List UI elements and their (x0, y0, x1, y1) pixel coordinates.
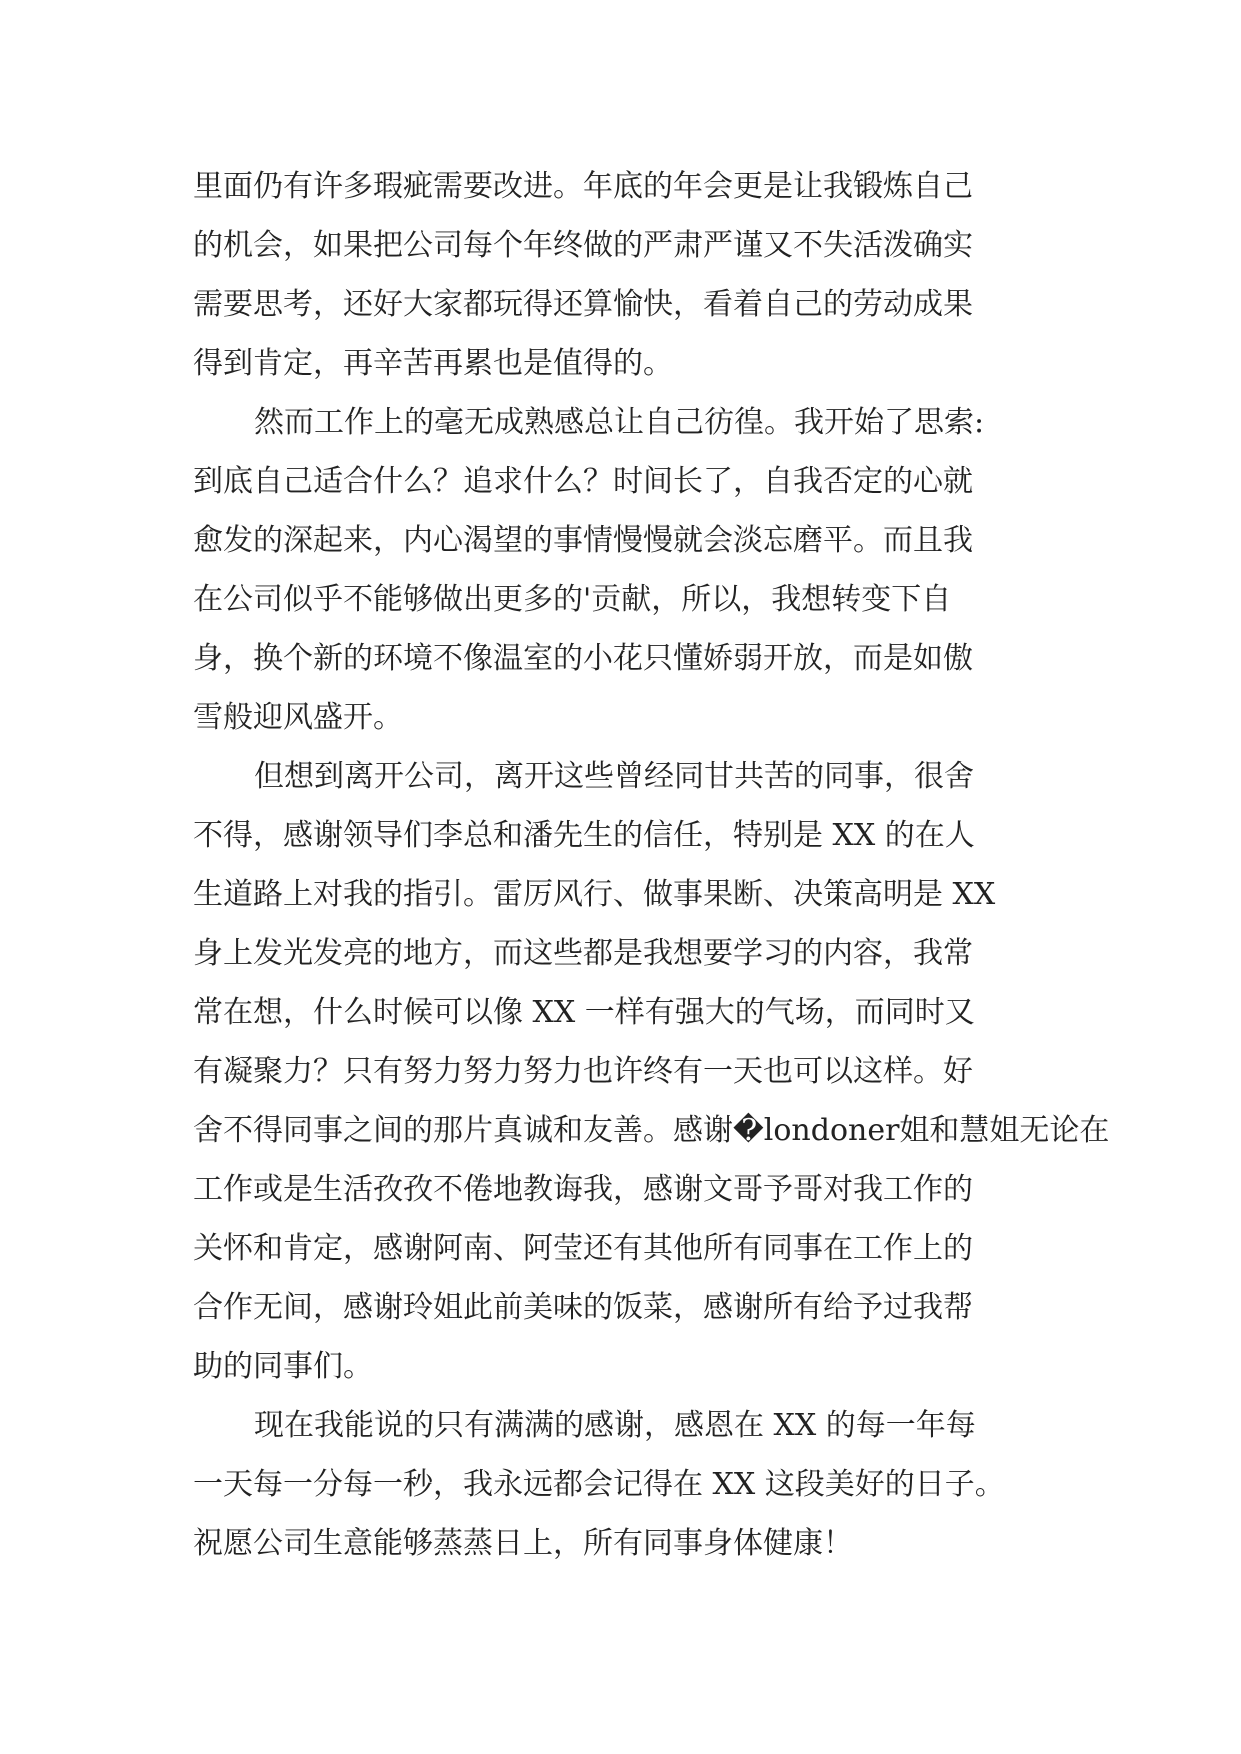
text-line: 工作或是生活孜孜不倦地教诲我，感谢文哥予哥对我工作的 (193, 1172, 973, 1207)
text-line: 的机会，如果把公司每个年终做的严肃严谨又不失活泼确实 (193, 228, 973, 263)
text-line: 在公司似乎不能够做出更多的'贡献，所以，我想转变下自 (193, 582, 952, 617)
text-line: 助的同事们。 (193, 1349, 373, 1384)
text-line: 然而工作上的毫无成熟感总让自己彷徨。我开始了思索: (254, 405, 985, 440)
text-line: 祝愿公司生意能够蒸蒸日上，所有同事身体健康！ (193, 1526, 853, 1561)
text-line: 关怀和肯定，感谢阿南、阿莹还有其他所有同事在工作上的 (193, 1231, 973, 1266)
text-line: 生道路上对我的指引。雷厉风行、做事果断、决策高明是 XX (193, 877, 996, 912)
text-line: 舍不得同事之间的那片真诚和友善。感谢�londoner姐和慧姐无论在 (193, 1113, 1110, 1148)
text-line: 不得，感谢领导们李总和潘先生的信任，特别是 XX 的在人 (193, 818, 975, 853)
text-line: 身，换个新的环境不像温室的小花只懂娇弱开放，而是如傲 (193, 641, 973, 676)
text-line: 常在想，什么时候可以像 XX 一样有强大的气场，而同时又 (193, 995, 975, 1030)
text-line: 得到肯定，再辛苦再累也是值得的。 (193, 346, 673, 381)
text-line: 到底自己适合什么？追求什么？时间长了，自我否定的心就 (193, 464, 973, 499)
text-line: 身上发光发亮的地方，而这些都是我想要学习的内容，我常 (193, 936, 973, 971)
text-line: 需要思考，还好大家都玩得还算愉快，看着自己的劳动成果 (193, 287, 973, 322)
text-line: 里面仍有许多瑕疵需要改进。年底的年会更是让我锻炼自己 (193, 169, 973, 204)
text-line: 现在我能说的只有满满的感谢，感恩在 XX 的每一年每 (254, 1408, 976, 1443)
text-line: 雪般迎风盛开。 (193, 700, 403, 735)
text-line: 愈发的深起来，内心渴望的事情慢慢就会淡忘磨平。而且我 (193, 523, 973, 558)
text-line: 但想到离开公司，离开这些曾经同甘共苦的同事，很舍 (254, 759, 974, 794)
text-line: 有凝聚力？只有努力努力努力也许终有一天也可以这样。好 (193, 1054, 973, 1089)
text-line: 合作无间，感谢玲姐此前美味的饭菜，感谢所有给予过我帮 (193, 1290, 973, 1325)
text-line: 一天每一分每一秒，我永远都会记得在 XX 这段美好的日子。 (193, 1467, 1005, 1502)
document-body (193, 157, 1110, 1573)
